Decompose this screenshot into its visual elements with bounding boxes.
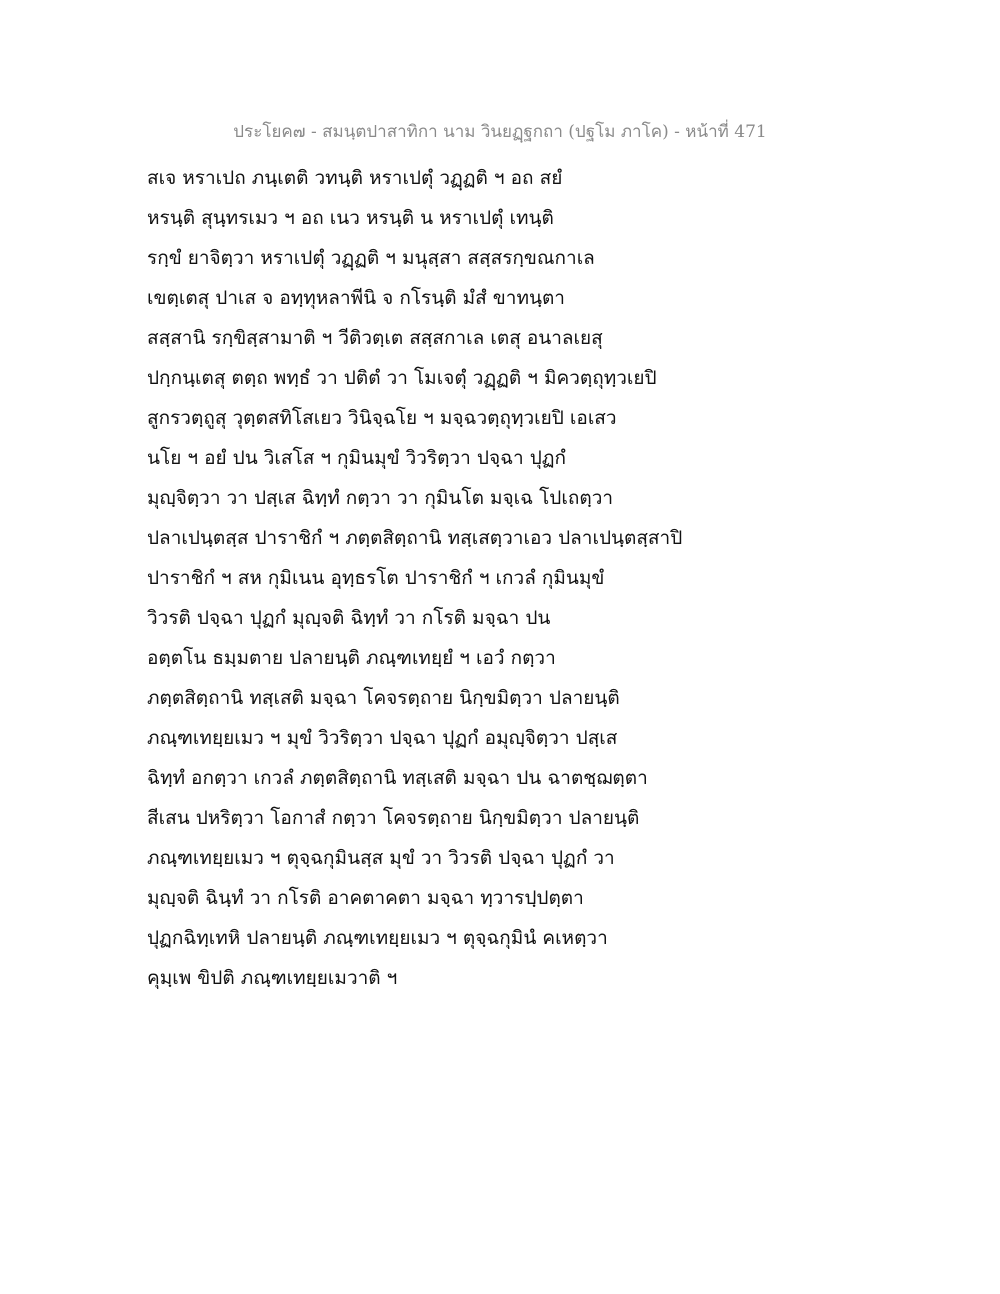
- page-header: ประโยค๗ - สมนฺตปาสาทิกา นาม วินยฏฺฐกถา (ปฐโม ภาโค) - หน้าที่ 471: [233, 122, 767, 142]
- text-line: คุมฺเพ ขิปติ ภณฺฑเทยฺยเมวาติ ฯ: [147, 967, 398, 989]
- text-line: นโย ฯ อยํ ปน วิเสโส ฯ กุมินมุขํ วิวริตฺวา ปจฺฉา ปุฏกํ: [147, 447, 567, 469]
- text-line: ภตฺตสิตฺถานิ ทสฺเสติ มจฺฉา โคจรตฺถาย นิกฺขมิตฺวา ปลายนฺติ: [147, 687, 620, 709]
- text-line: ภณฺฑเทยฺยเมว ฯ มุขํ วิวริตฺวา ปจฺฉา ปุฏกํ อมุญฺจิตฺวา ปสฺเส: [147, 727, 618, 749]
- text-line: สเจ หราเปถ ภนฺเตติ วทนฺติ หราเปตุํ วฏฺฏติ ฯ อถ สยํ: [147, 167, 563, 189]
- text-line: ปลาเปนฺตสฺส ปาราชิกํ ฯ ภตฺตสิตฺถานิ ทสฺเสตฺวาเอว ปลาเปนฺตสฺสาปิ: [147, 527, 683, 549]
- text-line: หรนฺติ สุนฺทรเมว ฯ อถ เนว หรนฺติ น หราเปตุํ เทนฺติ: [147, 207, 554, 229]
- text-line: ปาราชิกํ ฯ สห กุมิเนน อุทฺธรโต ปาราชิกํ ฯ เกวลํ กุมินมุขํ: [147, 567, 605, 589]
- text-line: สูกรวตฺถูสุ วุตฺตสทิโสเยว วินิจฺฉโย ฯ มจฺฉวตฺถุทฺวเยปิ เอเสว: [147, 407, 617, 429]
- text-line: สสฺสานิ รกฺขิสฺสามาติ ฯ วีติวตฺเต สสฺสกาเล เตสุ อนาลเยสุ: [147, 327, 603, 349]
- text-line: ภณฺฑเทยฺยเมว ฯ ตุจฺฉกุมินสฺส มุขํ วา วิวรติ ปจฺฉา ปุฏกํ วา: [147, 847, 615, 869]
- text-line: รกฺขํ ยาจิตฺวา หราเปตุํ วฏฺฏติ ฯ มนุสฺสา สสฺสรกฺขณกาเล: [147, 247, 595, 269]
- text-line: มุญฺจติ ฉินฺทํ วา กโรติ อาคตาคตา มจฺฉา ทฺวารปฺปตฺตา: [147, 887, 584, 909]
- text-line: ฉิทฺทํ อกตฺวา เกวลํ ภตฺตสิตฺถานิ ทสฺเสติ มจฺฉา ปน ฉาตชฺฌตฺตา: [147, 767, 648, 789]
- text-line: ปกฺกนฺเตสุ ตตฺถ พทฺธํ วา ปติตํ วา โมเจตุํ วฏฺฏติ ฯ มิควตฺถุทฺวเยปิ: [147, 367, 657, 389]
- body-text: [147, 158, 707, 998]
- text-line: อตฺตโน ธมฺมตาย ปลายนฺติ ภณฺฑเทยฺยํ ฯ เอวํ กตฺวา: [147, 647, 556, 669]
- text-line: มุญฺจิตฺวา วา ปสฺเส ฉิทฺทํ กตฺวา วา กุมินโต มจฺเฉ โปเถตฺวา: [147, 487, 614, 509]
- text-line: เขตฺเตสุ ปาเส จ อทฺทุหลาพีนิ จ กโรนฺติ มํสํ ขาทนฺตา: [147, 287, 565, 309]
- text-line: วิวรติ ปจฺฉา ปุฏกํ มุญฺจติ ฉิทฺทํ วา กโรติ มจฺฉา ปน: [147, 607, 551, 629]
- text-line: สีเสน ปหริตฺวา โอกาสํ กตฺวา โคจรตฺถาย นิกฺขมิตฺวา ปลายนฺติ: [147, 807, 640, 829]
- text-line: ปุฏกฉิทฺเทหิ ปลายนฺติ ภณฺฑเทยฺยเมว ฯ ตุจฺฉกุมินํ คเหตฺวา: [147, 927, 608, 949]
